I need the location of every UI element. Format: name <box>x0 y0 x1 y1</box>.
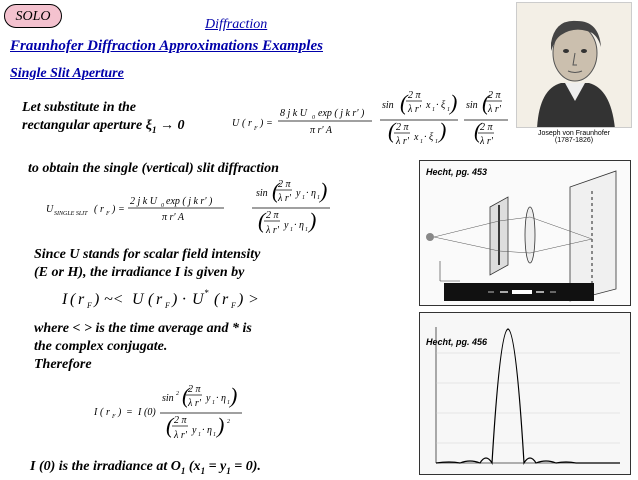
svg-text:): ) <box>439 118 447 143</box>
svg-text:r: r <box>222 291 229 308</box>
svg-text:0: 0 <box>312 115 315 121</box>
svg-text:2 π: 2 π <box>396 122 409 133</box>
intro-line-2: rectangular aperture $\xi_1 \to 0$ <box>22 118 185 135</box>
svg-text:): ) <box>118 407 122 418</box>
svg-text:I: I <box>94 407 98 418</box>
svg-text:~<: ~< <box>104 291 124 308</box>
svg-text:λ r': λ r' <box>188 398 201 409</box>
svg-text:=: = <box>118 204 125 215</box>
svg-text:1: 1 <box>290 227 293 233</box>
svg-text:r: r <box>100 204 104 215</box>
svg-text:=: = <box>126 407 133 418</box>
svg-text:· ξ: · ξ <box>424 132 434 143</box>
svg-text:2 π: 2 π <box>480 122 493 133</box>
section-heading: Single Slit Aperture <box>10 66 124 81</box>
svg-text:0: 0 <box>161 203 164 209</box>
svg-text:(: ( <box>400 90 408 115</box>
svg-text:λ r': λ r' <box>266 225 279 236</box>
page-title: Diffraction <box>205 17 268 32</box>
svg-text:(: ( <box>166 413 174 438</box>
svg-text:): ) <box>94 291 100 308</box>
svg-text:1: 1 <box>317 195 320 201</box>
svg-text:(: ( <box>214 291 220 308</box>
svg-text:(: ( <box>148 291 154 308</box>
svg-text:sin: sin <box>256 188 268 199</box>
figure-sinc-intensity <box>419 312 631 475</box>
svg-text:F: F <box>87 301 92 310</box>
svg-text:sin: sin <box>162 393 174 404</box>
svg-text:y: y <box>296 188 301 199</box>
svg-text:1: 1 <box>213 432 216 438</box>
where-line-1: where < > is the time average and * is <box>34 321 252 336</box>
since-line-2: (E or H), the irradiance I is given by <box>34 265 245 280</box>
svg-text:λ r': λ r' <box>488 104 501 115</box>
sinc-plot-drawing <box>420 313 631 475</box>
svg-text:x: x <box>414 132 419 143</box>
svg-text:exp ( j k r' ): exp ( j k r' ) <box>166 196 213 207</box>
svg-text:(: ( <box>242 118 246 129</box>
svg-text:2 j k U: 2 j k U <box>130 196 157 207</box>
svg-text:): ) <box>450 90 458 115</box>
where-text <box>34 320 252 374</box>
svg-text:): ) <box>309 208 317 233</box>
figure-2-caption: Hecht, pg. 456 <box>426 337 488 347</box>
svg-text:π r' A: π r' A <box>310 125 332 136</box>
svg-text:I: I <box>138 407 142 418</box>
svg-text:· η: · η <box>202 425 212 436</box>
svg-text:(: ( <box>94 204 98 215</box>
svg-text:(: ( <box>482 90 490 115</box>
svg-text:λ r': λ r' <box>174 430 187 441</box>
svg-text:(: ( <box>100 407 104 418</box>
svg-text:· ξ: · ξ <box>436 100 446 111</box>
svg-text:sin: sin <box>382 100 394 111</box>
svg-text:): ) <box>238 291 244 308</box>
svg-text:r: r <box>78 291 85 308</box>
since-text <box>34 246 260 282</box>
svg-text:): ) <box>230 383 238 408</box>
svg-text:(: ( <box>70 291 76 308</box>
svg-text:>: > <box>248 291 259 308</box>
svg-text:1: 1 <box>227 400 230 406</box>
equation-irradiance <box>60 286 340 312</box>
solo-badge[interactable]: SOLO <box>4 4 62 28</box>
svg-text:1: 1 <box>435 139 438 145</box>
svg-text:1: 1 <box>432 107 435 113</box>
fraunhofer-portrait <box>516 2 632 128</box>
equation-single-slit <box>44 178 364 240</box>
svg-text:λ r': λ r' <box>396 136 409 147</box>
svg-text:): ) <box>112 204 116 215</box>
svg-text:1: 1 <box>305 227 308 233</box>
svg-text:2 π: 2 π <box>188 384 201 395</box>
svg-text:1: 1 <box>212 400 215 406</box>
svg-text:λ r': λ r' <box>408 104 421 115</box>
svg-text:F: F <box>231 301 236 310</box>
svg-text:U: U <box>232 118 240 129</box>
where-line-3: Therefore <box>34 357 92 372</box>
svg-text:1: 1 <box>198 432 201 438</box>
equation-final <box>92 383 252 445</box>
svg-text:2 π: 2 π <box>278 179 291 190</box>
svg-text:y: y <box>284 220 289 231</box>
svg-text:F: F <box>165 301 170 310</box>
svg-text:*: * <box>204 288 209 298</box>
svg-text:(: ( <box>388 118 396 143</box>
svg-text:): ) <box>320 178 328 203</box>
svg-text:x: x <box>426 100 431 111</box>
svg-text:F: F <box>112 414 116 420</box>
svg-text:2 π: 2 π <box>266 210 279 221</box>
svg-text:SINGLE SLIT: SINGLE SLIT <box>54 211 88 217</box>
svg-text:8 j k U: 8 j k U <box>280 108 307 119</box>
portrait-caption: Joseph von Fraunhofer (1787-1826) <box>538 130 610 144</box>
svg-text:r: r <box>156 291 163 308</box>
since-line-1: Since U stands for scalar field intensity <box>34 247 261 262</box>
svg-text:λ r': λ r' <box>480 136 493 147</box>
svg-text:2 π: 2 π <box>488 90 501 101</box>
svg-text:(: ( <box>182 383 190 408</box>
svg-text:1: 1 <box>302 195 305 201</box>
svg-text:U: U <box>46 204 54 215</box>
page-subtitle: Fraunhofer Diffraction Approximations Examples <box>10 38 323 54</box>
svg-text:1: 1 <box>447 107 450 113</box>
svg-text:U: U <box>132 291 144 308</box>
svg-text:2 π: 2 π <box>408 90 421 101</box>
equation-rectangular <box>230 86 510 158</box>
portrait-drawing <box>517 3 632 128</box>
svg-text:1: 1 <box>420 139 423 145</box>
svg-text:· η: · η <box>306 188 316 199</box>
svg-text:r: r <box>248 118 252 129</box>
svg-text:y: y <box>192 425 197 436</box>
svg-text:): ) <box>260 118 264 129</box>
svg-text:=: = <box>266 118 273 129</box>
svg-text:F: F <box>254 126 258 132</box>
svg-text:F: F <box>106 211 110 217</box>
single-slit-text: to obtain the single (vertical) slit diffraction <box>28 161 279 176</box>
where-line-2: the complex conjugate. <box>34 339 168 354</box>
svg-text:· η: · η <box>216 393 226 404</box>
svg-text:2: 2 <box>227 419 230 425</box>
figure-single-slit-setup <box>419 160 631 306</box>
svg-text:): ) <box>172 291 178 308</box>
svg-text:λ r': λ r' <box>278 193 291 204</box>
svg-text:r: r <box>106 407 110 418</box>
intro-line-1: Let substitute in the <box>22 100 136 115</box>
svg-text:I: I <box>62 291 68 308</box>
svg-text:2: 2 <box>176 391 179 397</box>
slit-setup-drawing <box>420 161 631 306</box>
svg-text:(: ( <box>474 118 482 143</box>
svg-text:U: U <box>192 291 204 308</box>
svg-text:2 π: 2 π <box>174 415 187 426</box>
figure-1-caption: Hecht, pg. 453 <box>426 167 488 177</box>
svg-text:π r' A: π r' A <box>162 212 184 223</box>
svg-text:·: · <box>182 291 186 308</box>
svg-text:(: ( <box>272 178 280 203</box>
final-text: I (0) is the irradiance at $O_1$ $(x_1 = y_1 = 0)$. <box>30 459 261 476</box>
svg-text:y: y <box>206 393 211 404</box>
svg-text:· η: · η <box>294 220 304 231</box>
svg-text:sin: sin <box>466 100 478 111</box>
svg-text:(: ( <box>258 208 266 233</box>
intro-text <box>22 99 184 139</box>
svg-text:(0): (0) <box>144 407 156 418</box>
svg-text:): ) <box>217 413 225 438</box>
svg-text:exp ( j k r' ): exp ( j k r' ) <box>318 108 365 119</box>
